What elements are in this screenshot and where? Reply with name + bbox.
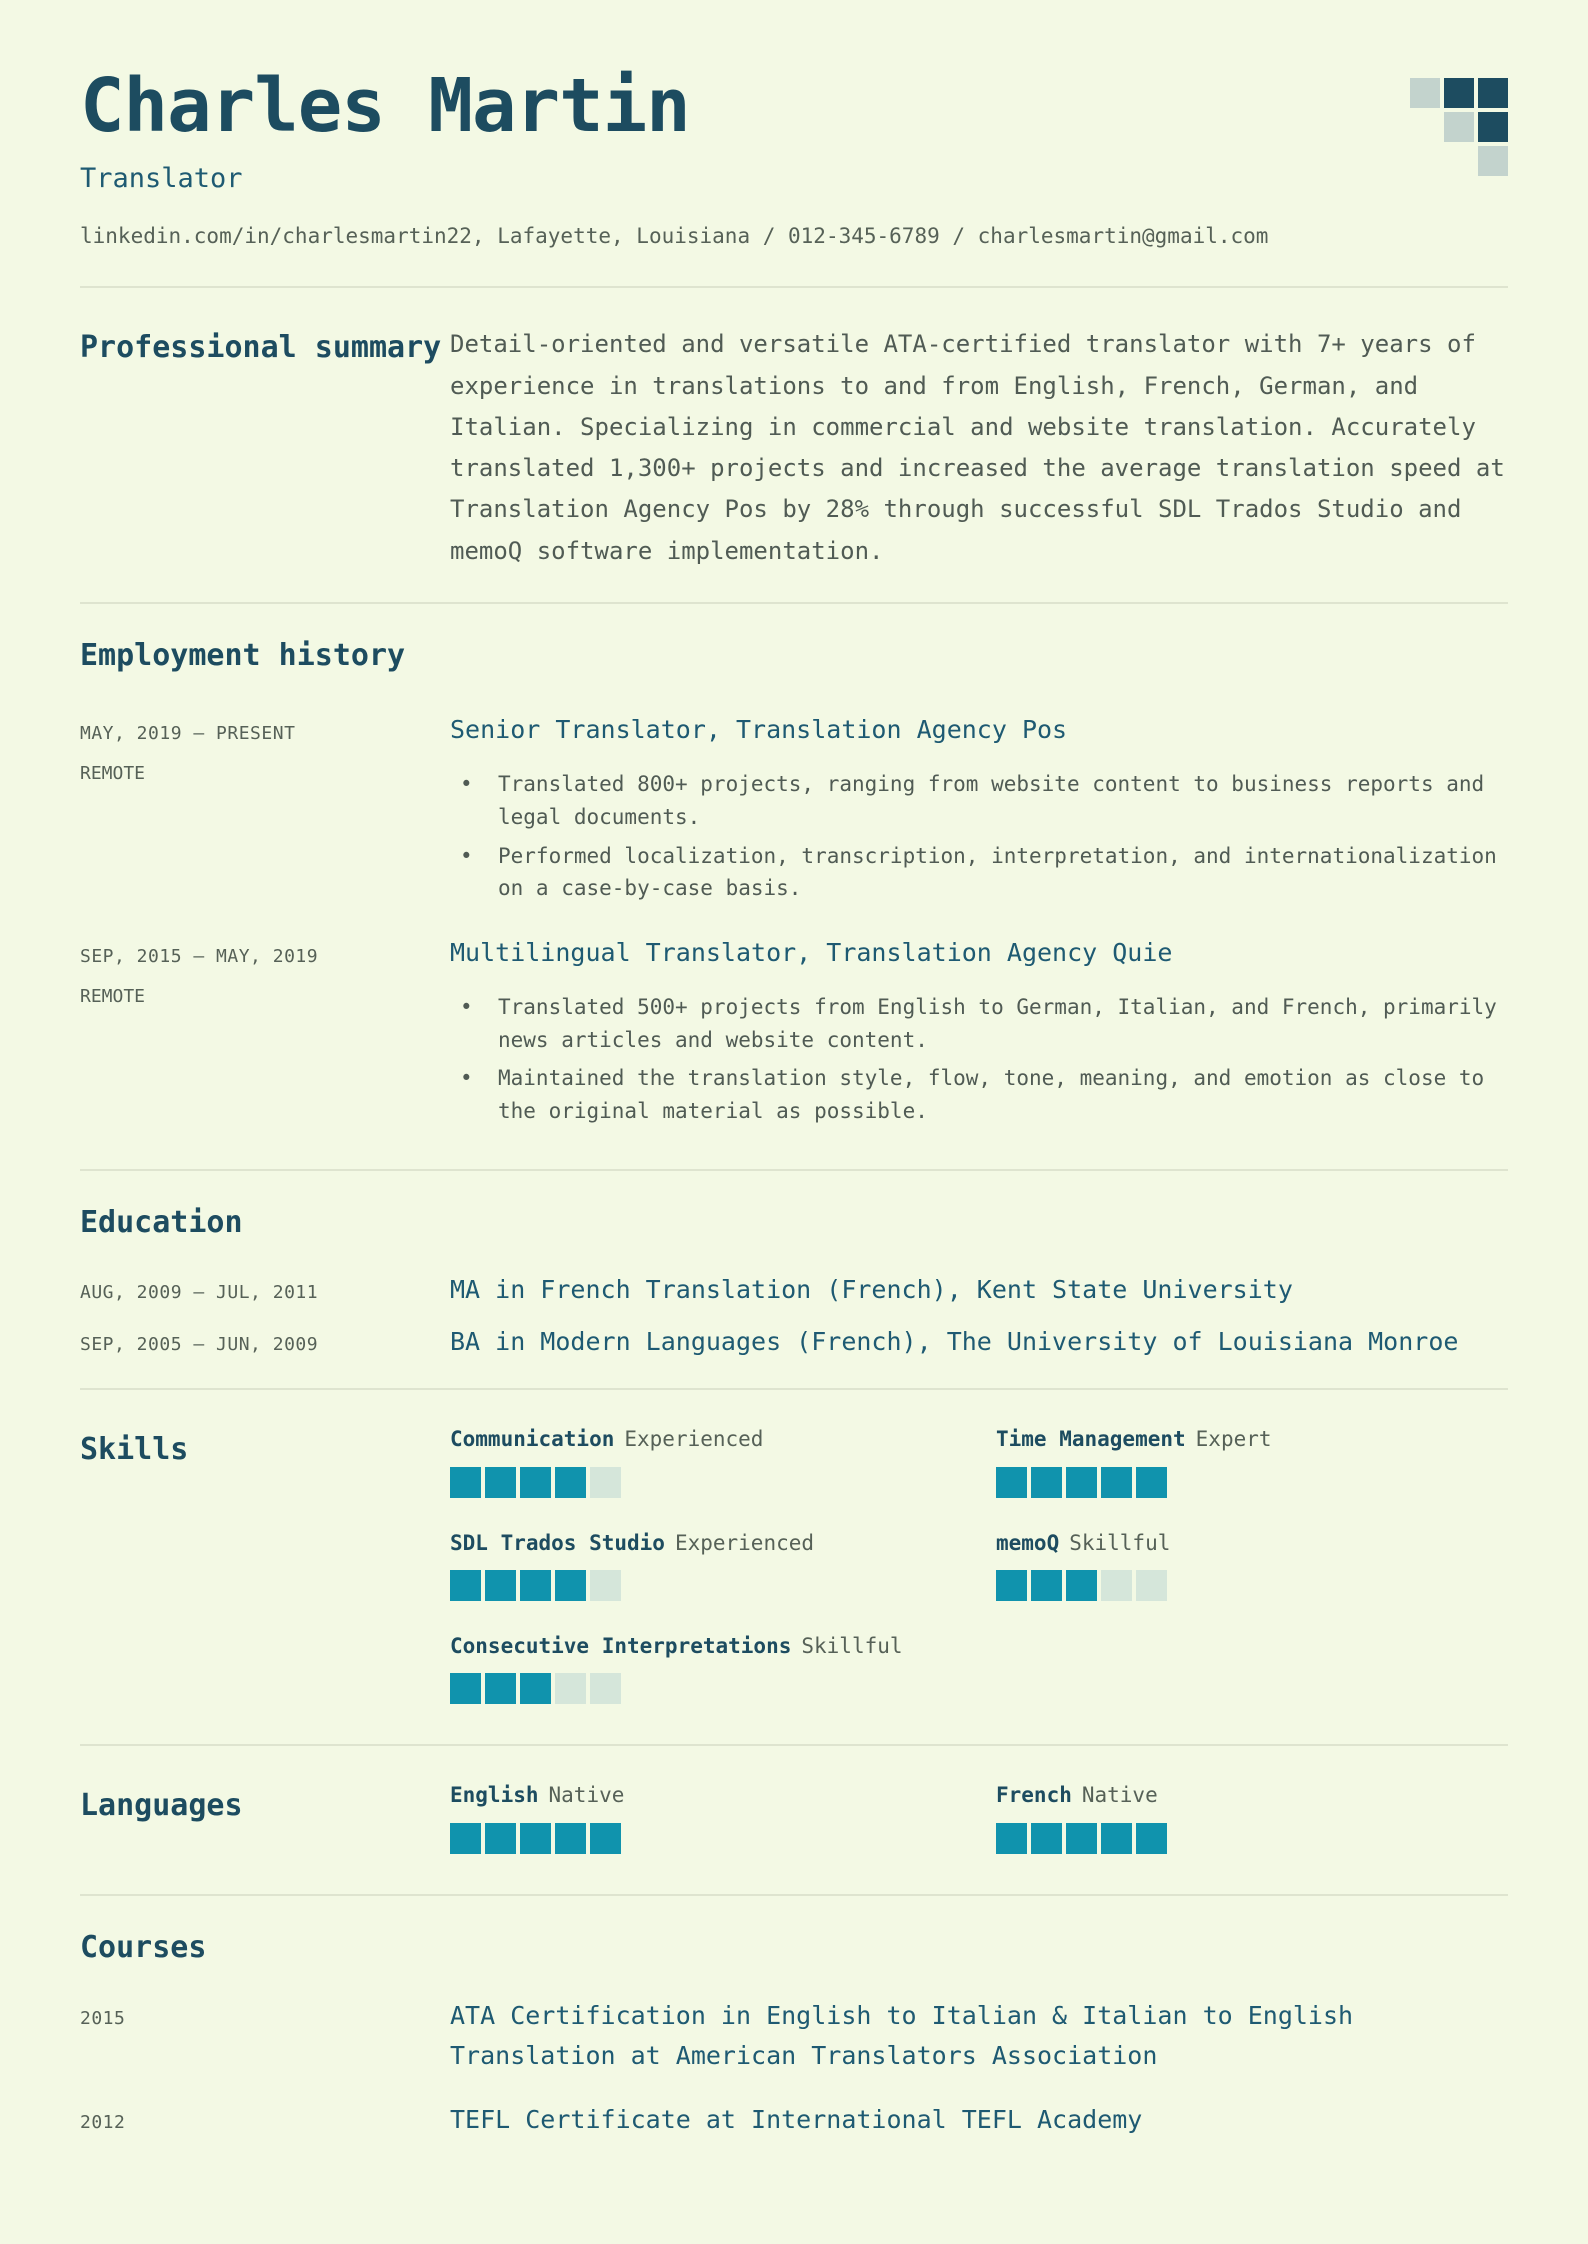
education-entry	[80, 1273, 1508, 1307]
education-heading: Education	[80, 1205, 243, 1241]
rating-segment-filled	[450, 1673, 481, 1704]
contact-line: linkedin.com/in/charlesmartin22, Lafayette, Louisiana / 012-345-6789 / charlesmartin@gmail.com	[80, 224, 1269, 249]
skills-grid	[450, 1426, 1508, 1704]
skill-item	[450, 1426, 996, 1497]
language-item	[996, 1782, 1508, 1853]
rating-segment-filled	[520, 1467, 551, 1498]
rating-segment-empty	[1136, 1570, 1167, 1601]
rating-segment-filled	[1066, 1570, 1097, 1601]
language-item	[450, 1782, 996, 1853]
education-entry	[80, 1325, 1508, 1359]
rating-segment-filled	[555, 1467, 586, 1498]
rating-segment-filled	[1101, 1467, 1132, 1498]
course-entry	[80, 2100, 1508, 2140]
logo-square-dark	[1444, 78, 1474, 108]
skill-name: Consecutive Interpretations	[450, 1633, 792, 1658]
rating-segment-filled	[520, 1673, 551, 1704]
languages-heading: Languages	[80, 1788, 243, 1824]
course-year: 2015	[80, 2007, 126, 2029]
logo-square-none	[1444, 146, 1474, 176]
job-bullet: • Translated 500+ projects from English to German, Italian, and French, primarily news articles and website content.	[450, 991, 1508, 1056]
rating-segment-filled	[485, 1673, 516, 1704]
rating-segment-filled	[1136, 1823, 1167, 1854]
logo-square-dark	[1478, 78, 1508, 108]
job-content-column	[450, 937, 1508, 1134]
logo-square-dark	[1478, 112, 1508, 142]
logo-square-light	[1444, 112, 1474, 142]
brand-logo-icon	[1410, 78, 1508, 176]
language-level: Native	[1081, 1783, 1158, 1808]
rating-segment-filled	[450, 1467, 481, 1498]
rating-segment-filled	[1066, 1823, 1097, 1854]
rating-segment-filled	[450, 1570, 481, 1601]
logo-square-light	[1410, 78, 1440, 108]
skill-name: Time Management	[996, 1427, 1186, 1452]
skill-rating-bar	[450, 1673, 996, 1704]
skill-name: SDL Trados Studio	[450, 1530, 665, 1555]
job-dates-column	[80, 937, 450, 1007]
job-dates: MAY, 2019 – PRESENT	[80, 722, 296, 744]
languages-grid	[450, 1782, 1508, 1853]
job-bullet: • Maintained the translation style, flow, tone, meaning, and emotion as close to the original material as possible.	[450, 1062, 1508, 1127]
course-title: TEFL Certificate at International TEFL Academy	[450, 2104, 1143, 2134]
skill-level: Expert	[1195, 1427, 1272, 1452]
rating-segment-filled	[1031, 1823, 1062, 1854]
job-content-column	[450, 714, 1508, 911]
rating-segment-filled	[590, 1823, 621, 1854]
education-degree: BA in Modern Languages (French), The University of Louisiana Monroe	[450, 1326, 1459, 1356]
job-bullet: • Performed localization, transcription, interpretation, and internationalization on a case-by-case basis.	[450, 840, 1508, 905]
rating-segment-empty	[590, 1570, 621, 1601]
rating-segment-filled	[1031, 1467, 1062, 1498]
rating-segment-filled	[450, 1823, 481, 1854]
education-degree: MA in French Translation (French), Kent State University	[450, 1275, 1293, 1305]
job-dates-column	[80, 714, 450, 784]
skill-level: Experienced	[624, 1427, 764, 1452]
language-name: English	[450, 1783, 539, 1808]
candidate-job-title: Translator	[80, 163, 243, 195]
skill-item	[996, 1426, 1508, 1497]
summary-heading: Professional summary	[80, 330, 442, 366]
section-skills	[80, 1388, 1508, 1744]
skill-label	[996, 1426, 1508, 1453]
language-level: Native	[548, 1783, 625, 1808]
section-courses	[80, 1894, 1508, 2170]
course-year: 2012	[80, 2111, 126, 2133]
section-employment-history	[80, 602, 1508, 1169]
rating-segment-filled	[520, 1823, 551, 1854]
skill-label	[450, 1633, 996, 1660]
education-dates: SEP, 2005 – JUN, 2009	[80, 1333, 319, 1355]
job-bullets	[450, 991, 1508, 1127]
rating-segment-filled	[555, 1570, 586, 1601]
skill-rating-bar	[450, 1570, 996, 1601]
job-title: Multilingual Translator, Translation Agency Quie	[450, 937, 1173, 967]
logo-square-none	[1410, 112, 1440, 142]
language-label	[450, 1782, 996, 1809]
skill-name: memoQ	[996, 1530, 1060, 1555]
logo-square-none	[1410, 146, 1440, 176]
education-dates: AUG, 2009 – JUL, 2011	[80, 1282, 319, 1304]
candidate-name: Charles Martin	[80, 63, 690, 149]
rating-segment-filled	[1101, 1823, 1132, 1854]
language-name: French	[996, 1783, 1072, 1808]
job-entry	[80, 714, 1508, 911]
summary-text: Detail-oriented and versatile ATA-certified translator with 7+ years of experience in translations to and from English, French, German, and Italian. Specializing in commercial and website translation. Accurately translated 1,300+ projects and increased the average translation speed at Translation Agency Pos by 28% through successful SDL Trados Studio and memoQ software implementation.	[450, 330, 1505, 565]
logo-square-light	[1478, 146, 1508, 176]
job-dates: SEP, 2015 – MAY, 2019	[80, 945, 319, 967]
skill-rating-bar	[996, 1467, 1508, 1498]
header	[80, 56, 1508, 248]
job-bullet: • Translated 800+ projects, ranging from website content to business reports and legal documents.	[450, 768, 1508, 833]
job-entry	[80, 937, 1508, 1134]
job-location: REMOTE	[80, 763, 146, 785]
rating-segment-filled	[1031, 1570, 1062, 1601]
job-bullets	[450, 768, 1508, 904]
skill-label	[450, 1530, 996, 1557]
job-location: REMOTE	[80, 986, 146, 1008]
rating-segment-empty	[590, 1467, 621, 1498]
rating-segment-filled	[485, 1570, 516, 1601]
skill-level: Skillful	[801, 1633, 903, 1658]
skill-level: Skillful	[1069, 1530, 1171, 1555]
section-professional-summary	[80, 286, 1508, 602]
language-label	[996, 1782, 1508, 1809]
rating-segment-empty	[590, 1673, 621, 1704]
courses-heading: Courses	[80, 1929, 207, 1965]
language-rating-bar	[450, 1823, 996, 1854]
skill-item	[450, 1633, 996, 1704]
skill-level: Experienced	[674, 1530, 815, 1555]
rating-segment-filled	[485, 1467, 516, 1498]
rating-segment-filled	[996, 1823, 1027, 1854]
skills-heading: Skills	[80, 1432, 189, 1468]
course-entry	[80, 1996, 1508, 2076]
rating-segment-empty	[1101, 1570, 1132, 1601]
rating-segment-filled	[555, 1823, 586, 1854]
rating-segment-filled	[996, 1467, 1027, 1498]
skill-name: Communication	[450, 1427, 615, 1452]
skill-rating-bar	[996, 1570, 1508, 1601]
language-rating-bar	[996, 1823, 1508, 1854]
rating-segment-filled	[485, 1823, 516, 1854]
course-title: ATA Certification in English to Italian & Italian to English Translation at American Translators Association	[450, 2000, 1354, 2070]
skill-item	[450, 1530, 996, 1601]
skill-label	[450, 1426, 996, 1453]
section-education	[80, 1169, 1508, 1388]
section-languages	[80, 1744, 1508, 1893]
skill-label	[996, 1530, 1508, 1557]
skill-rating-bar	[450, 1467, 996, 1498]
skill-item	[996, 1530, 1508, 1601]
rating-segment-filled	[1066, 1467, 1097, 1498]
rating-segment-filled	[1136, 1467, 1167, 1498]
employment-heading: Employment history	[80, 637, 406, 673]
rating-segment-empty	[555, 1673, 586, 1704]
job-title: Senior Translator, Translation Agency Pos	[450, 714, 1068, 744]
rating-segment-filled	[520, 1570, 551, 1601]
rating-segment-filled	[996, 1570, 1027, 1601]
